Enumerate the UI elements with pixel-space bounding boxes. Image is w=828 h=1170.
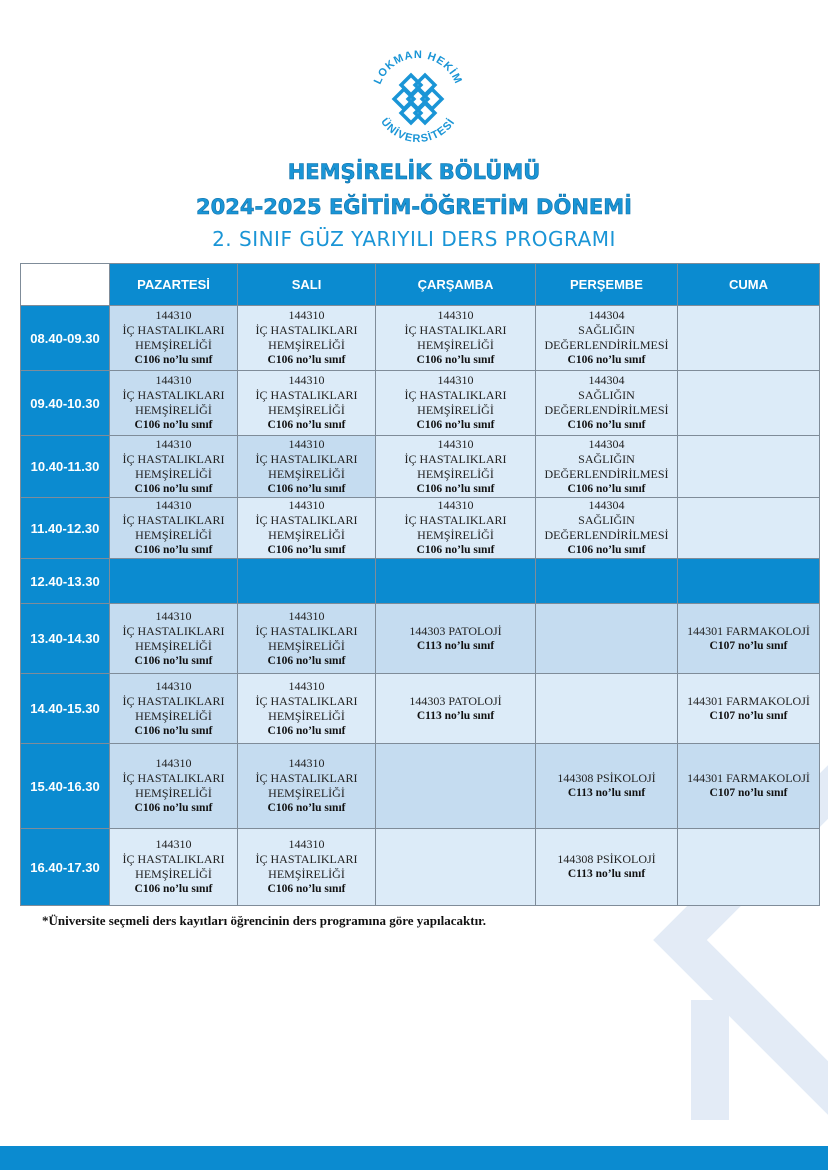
time-slot: 10.40-11.30 [21, 436, 110, 498]
course-cell: 144301 FARMAKOLOJİ C107 no’lu sınıf [678, 674, 820, 744]
footnote: *Üniversite seçmeli ders kayıtları öğrencinin ders programına göre yapılacaktır. [42, 913, 487, 928]
course-cell: 144310 İÇ HASTALIKLARI HEMŞİRELİĞİ C106 no’lu sınıf [376, 498, 536, 559]
course-cell: 144310 İÇ HASTALIKLARI HEMŞİRELİĞİ C106 no’lu sınıf [376, 371, 536, 436]
empty-cell [678, 436, 820, 498]
course-cell: 144310 İÇ HASTALIKLARI HEMŞİRELİĞİ C106 no’lu sınıf [238, 744, 376, 829]
course-cell: 144310 İÇ HASTALIKLARI HEMŞİRELİĞİ C106 no’lu sınıf [238, 674, 376, 744]
footer-bar [0, 1146, 828, 1170]
course-cell: 144308 PSİKOLOJİ C113 no’lu sınıf [536, 744, 678, 829]
course-cell: 144310 İÇ HASTALIKLARI HEMŞİRELİĞİ C106 no’lu sınıf [376, 306, 536, 371]
program-title: 2. SINIF GÜZ YARIYILI DERS PROGRAMI [212, 227, 616, 251]
course-cell: 144310 İÇ HASTALIKLARI HEMŞİRELİĞİ C106 no’lu sınıf [110, 498, 238, 559]
course-cell: 144304 SAĞLIĞIN DEĞERLENDİRİLMESİ C106 no’lu sınıf [536, 306, 678, 371]
course-cell: 144310 İÇ HASTALIKLARI HEMŞİRELİĞİ C106 no’lu sınıf [110, 674, 238, 744]
empty-cell [678, 829, 820, 906]
time-slot: 16.40-17.30 [21, 829, 110, 906]
course-cell: 144304 SAĞLIĞIN DEĞERLENDİRİLMESİ C106 no’lu sınıf [536, 371, 678, 436]
day-header: CUMA [678, 264, 820, 306]
corner-cell [21, 264, 110, 306]
time-slot: 09.40-10.30 [21, 371, 110, 436]
schedule-table [20, 263, 820, 906]
empty-cell [536, 604, 678, 674]
break-cell [110, 559, 238, 604]
svg-text:ÜNİVERSİTESİ: ÜNİVERSİTESİ [378, 116, 458, 146]
course-cell: 144310 İÇ HASTALIKLARI HEMŞİRELİĞİ C106 no’lu sınıf [110, 829, 238, 906]
course-cell: 144301 FARMAKOLOJİ C107 no’lu sınıf [678, 604, 820, 674]
course-cell: 144303 PATOLOJİ C113 no’lu sınıf [376, 674, 536, 744]
course-cell: 144310 İÇ HASTALIKLARI HEMŞİRELİĞİ C106 no’lu sınıf [110, 604, 238, 674]
time-slot: 12.40-13.30 [21, 559, 110, 604]
day-header: ÇARŞAMBA [376, 264, 536, 306]
course-cell: 144310 İÇ HASTALIKLARI HEMŞİRELİĞİ C106 no’lu sınıf [376, 436, 536, 498]
course-cell: 144310 İÇ HASTALIKLARI HEMŞİRELİĞİ C106 no’lu sınıf [238, 306, 376, 371]
course-cell: 144308 PSİKOLOJİ C113 no’lu sınıf [536, 829, 678, 906]
break-cell [238, 559, 376, 604]
department-title: HEMŞİRELİK BÖLÜMÜ [287, 160, 541, 184]
empty-cell [376, 829, 536, 906]
course-cell: 144301 FARMAKOLOJİ C107 no’lu sınıf [678, 744, 820, 829]
course-cell: 144310 İÇ HASTALIKLARI HEMŞİRELİĞİ C106 no’lu sınıf [110, 436, 238, 498]
time-slot: 11.40-12.30 [21, 498, 110, 559]
break-cell [536, 559, 678, 604]
course-cell: 144310 İÇ HASTALIKLARI HEMŞİRELİĞİ C106 no’lu sınıf [110, 744, 238, 829]
break-cell [678, 559, 820, 604]
day-header: SALI [238, 264, 376, 306]
time-slot: 08.40-09.30 [21, 306, 110, 371]
course-cell: 144310 İÇ HASTALIKLARI HEMŞİRELİĞİ C106 no’lu sınıf [110, 306, 238, 371]
time-slot: 15.40-16.30 [21, 744, 110, 829]
course-cell: 144310 İÇ HASTALIKLARI HEMŞİRELİĞİ C106 no’lu sınıf [238, 604, 376, 674]
empty-cell [376, 744, 536, 829]
empty-cell [678, 306, 820, 371]
empty-cell [536, 674, 678, 744]
empty-cell [678, 371, 820, 436]
time-slot: 13.40-14.30 [21, 604, 110, 674]
course-cell: 144310 İÇ HASTALIKLARI HEMŞİRELİĞİ C106 no’lu sınıf [238, 371, 376, 436]
course-cell: 144310 İÇ HASTALIKLARI HEMŞİRELİĞİ C106 no’lu sınıf [238, 498, 376, 559]
svg-text:LOKMAN HEKİM: LOKMAN HEKİM [371, 48, 465, 87]
break-cell [376, 559, 536, 604]
course-cell: 144304 SAĞLIĞIN DEĞERLENDİRİLMESİ C106 no’lu sınıf [536, 436, 678, 498]
course-cell: 144303 PATOLOJİ C113 no’lu sınıf [376, 604, 536, 674]
day-header: PAZARTESİ [110, 264, 238, 306]
course-cell: 144310 İÇ HASTALIKLARI HEMŞİRELİĞİ C106 no’lu sınıf [238, 829, 376, 906]
academic-year-title: 2024-2025 EĞİTİM-ÖĞRETİM DÖNEMİ [196, 195, 632, 219]
day-header: PERŞEMBE [536, 264, 678, 306]
empty-cell [678, 498, 820, 559]
university-logo [364, 44, 472, 152]
time-slot: 14.40-15.30 [21, 674, 110, 744]
course-cell: 144304 SAĞLIĞIN DEĞERLENDİRİLMESİ C106 no’lu sınıf [536, 498, 678, 559]
course-cell: 144310 İÇ HASTALIKLARI HEMŞİRELİĞİ C106 no’lu sınıf [238, 436, 376, 498]
course-cell: 144310 İÇ HASTALIKLARI HEMŞİRELİĞİ C106 no’lu sınıf [110, 371, 238, 436]
